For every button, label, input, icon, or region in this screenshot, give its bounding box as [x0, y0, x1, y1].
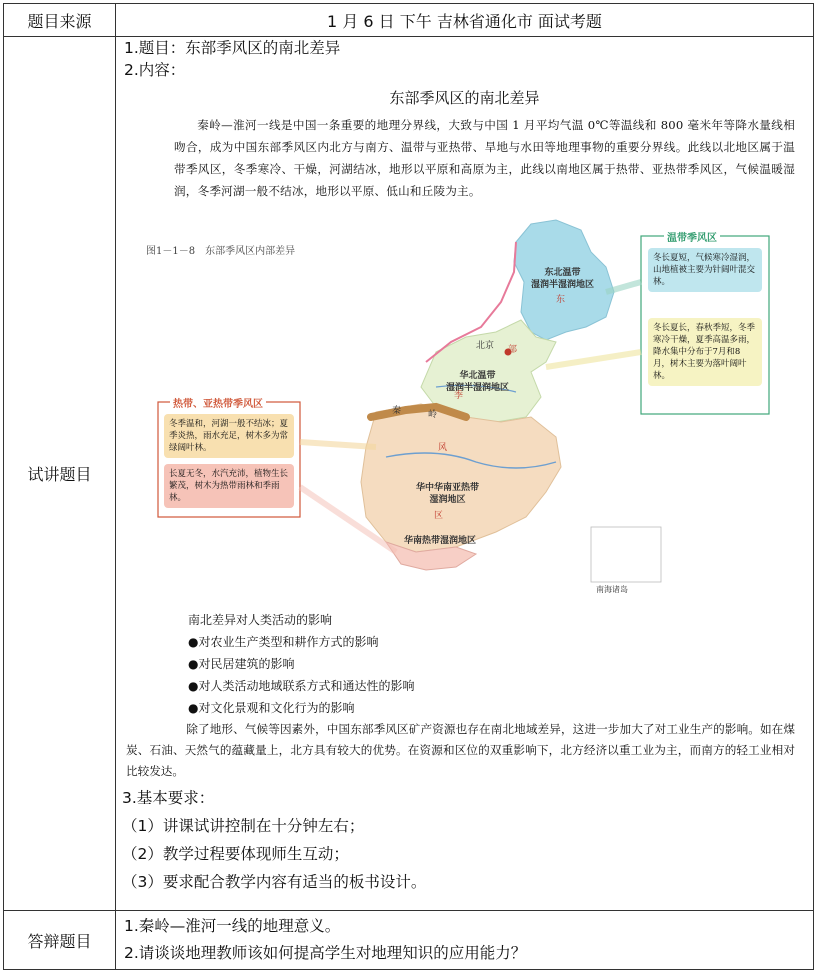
defense-label: 答辩题目 — [4, 911, 116, 970]
impact-item: ●对农业生产类型和耕作方式的影响 — [188, 635, 379, 649]
paragraph-1: 秦岭—淮河一线是中国一条重要的地理分界线，大致与中国 1 月平均气温 0℃等温线和 800 毫米年等降水量线相吻合，成为中国东部季风区内北方与南方、温带与亚热带、旱地与水田等地理事物的重要分界线。此线以北地区属于温带季风区，冬季寒冷、干燥，河湖结冰，地形以平原和高原为主，此线以南地区属于热带、亚热带季风区，气候温暖湿润，冬季河湖一般不结冰，地形以平原、低山和丘陵为主。 — [174, 118, 795, 198]
leader-line — [300, 442, 376, 447]
band-char-5: 区 — [434, 511, 444, 521]
requirement-item: （2）教学过程要体现师生互动； — [122, 845, 349, 863]
defense-content — [116, 911, 814, 970]
city-beijing: 北京 — [476, 341, 495, 351]
source-value: 1 月 6 日 下午 吉林省通化市 面试考题 — [116, 4, 814, 37]
band-char-1: 东 — [556, 295, 566, 305]
impact-title: 南北差异对人类活动的影响 — [188, 613, 333, 627]
lecture-label: 试讲题目 — [4, 37, 116, 911]
source-label: 题目来源 — [4, 4, 116, 37]
requirement-item: （3）要求配合教学内容有适当的板书设计。 — [122, 873, 427, 891]
region-north: 华北温带 湿润半湿润地区 — [446, 371, 510, 393]
band-char-4: 风 — [438, 443, 448, 453]
band-char-3: 季 — [454, 391, 464, 401]
mountain-char-1: 秦 — [392, 406, 402, 416]
band-char-2: 部 — [508, 345, 518, 355]
defense-question: 1.秦岭—淮河一线的地理意义。 — [124, 917, 341, 935]
temperate-box-1: 冬长夏短，气候寒冷湿润，山地植被主要为针阔叶混交林。 — [648, 248, 762, 292]
islands-label: 南海诸岛 — [596, 585, 628, 594]
paragraph-2: 除了地形、气候等因素外，中国东部季风区矿产资源也存在南北地域差异，这进一步加大了对工业生产的影响。如在煤炭、石油、天然气的蕴藏量上，北方具有较大的优势。在资源和区位的双重影响下，北方经济以重工业为主，而南方的轻工业相对比较发达。 — [126, 722, 795, 778]
map-central-south-region — [361, 404, 561, 552]
exam-table — [3, 3, 814, 970]
tropical-box-1: 冬季温和，河湖一般不结冰；夏季炎热，雨水充足，树木多为常绿阔叶林。 — [164, 414, 294, 458]
leader-line — [546, 352, 641, 367]
defense-question: 2.请谈谈地理教师该如何提高学生对地理知识的应用能力？ — [124, 944, 527, 962]
temperate-box-2: 冬长夏长，春秋季短，冬季寒冷干燥，夏季高温多雨，降水集中分布于7月和8月，树木主要为落叶阔叶林。 — [648, 318, 762, 386]
region-south: 华南热带湿润地区 — [404, 536, 477, 546]
impact-item: ●对人类活动地域联系方式和通达性的影响 — [188, 679, 415, 693]
doc-title: 东部季风区的南北差异 — [389, 89, 540, 107]
content-label: 2.内容： — [124, 61, 186, 79]
figure-caption: 图1－1－8 东部季风区内部差异 — [146, 246, 296, 257]
islands-inset — [591, 527, 661, 582]
requirements-label: 3.基本要求： — [122, 789, 215, 807]
lecture-content — [116, 37, 814, 911]
tropical-box-2: 长夏无冬，水汽充沛，植物生长繁茂，树木为热带雨林和季雨林。 — [164, 464, 294, 508]
figure-map — [136, 212, 776, 607]
region-northeast: 东北温带 湿润半湿润地区 — [531, 268, 595, 290]
defense-row — [4, 911, 814, 970]
lecture-row — [4, 37, 814, 911]
source-row — [4, 4, 814, 37]
tropical-title: 热带、亚热带季风区 — [170, 395, 266, 410]
temperate-title: 温带季风区 — [664, 229, 720, 244]
impact-item: ●对文化景观和文化行为的影响 — [188, 701, 355, 715]
topic-line: 1.题目：东部季风区的南北差异 — [124, 39, 341, 57]
requirement-item: （1）讲课试讲控制在十分钟左右； — [122, 817, 365, 835]
impact-item: ●对民居建筑的影响 — [188, 657, 295, 671]
mountain-char-2: 岭 — [428, 410, 438, 420]
region-central-south: 华中华南亚热带 湿润地区 — [416, 483, 480, 505]
